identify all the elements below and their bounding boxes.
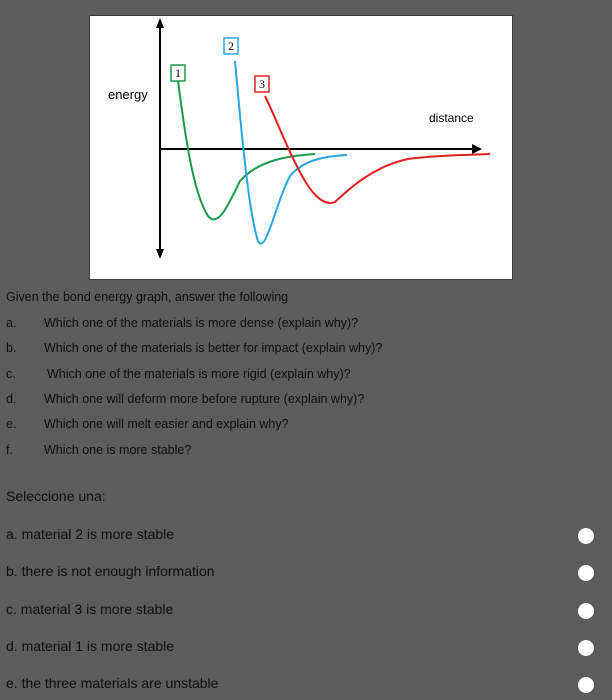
- curve-1: [178, 81, 315, 219]
- option-a-label[interactable]: a. material 2 is more stable: [6, 526, 175, 542]
- option-d-label[interactable]: d. material 1 is more stable: [6, 638, 175, 654]
- question-text: Which one of the materials is more rigid (explain why)?: [47, 367, 351, 381]
- question-letter: f.: [6, 443, 13, 457]
- question-letter: a.: [6, 316, 17, 330]
- option-b-radio[interactable]: [578, 565, 594, 581]
- curve-1-label: 1: [175, 66, 181, 80]
- option-e-label[interactable]: e. the three materials are unstable: [6, 675, 219, 691]
- question-letter: b.: [6, 341, 17, 355]
- question-text: Which one will deform more before rupture (explain why)?: [44, 392, 365, 406]
- option-a-radio[interactable]: [578, 528, 594, 544]
- option-c-label[interactable]: c. material 3 is more stable: [6, 601, 174, 617]
- y-axis-arrow-down: [156, 249, 164, 259]
- question-intro: Given the bond energy graph, answer the following: [6, 290, 289, 304]
- question-letter: e.: [6, 417, 17, 431]
- option-e-radio[interactable]: [578, 677, 594, 693]
- select-prompt: Seleccione una:: [6, 488, 106, 504]
- question-letter: c.: [6, 367, 16, 381]
- y-axis-label: energy: [108, 87, 148, 102]
- curve-3-label: 3: [259, 77, 265, 91]
- question-text: Which one is more stable?: [44, 443, 192, 457]
- option-d-radio[interactable]: [578, 640, 594, 656]
- y-axis-arrow-up: [156, 18, 164, 28]
- question-text: Which one will melt easier and explain why?: [44, 417, 289, 431]
- question-text: Which one of the materials is more dense (explain why)?: [44, 316, 359, 330]
- x-axis-arrow: [472, 144, 482, 154]
- bond-energy-graph: [89, 15, 513, 280]
- question-letter: d.: [6, 392, 17, 406]
- x-axis-label: distance: [429, 111, 474, 125]
- option-c-radio[interactable]: [578, 603, 594, 619]
- graph-svg: [90, 16, 512, 279]
- curve-2-label: 2: [228, 39, 234, 53]
- question-text: Which one of the materials is better for impact (explain why)?: [44, 341, 383, 355]
- option-b-label[interactable]: b. there is not enough information: [6, 563, 215, 579]
